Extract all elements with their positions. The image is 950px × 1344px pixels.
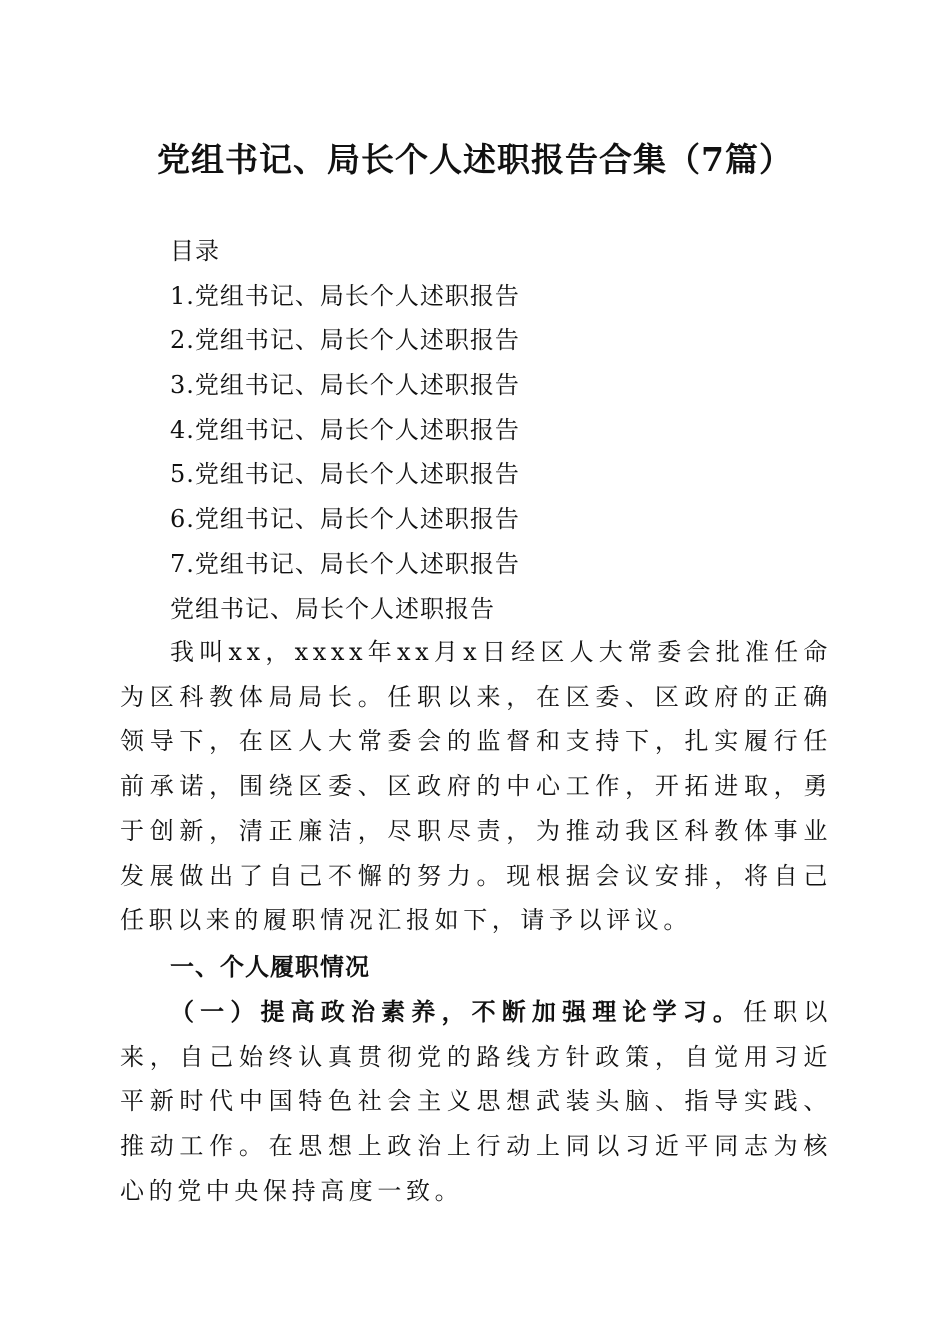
body-paragraph (120, 990, 832, 1214)
toc-item: 7.党组书记、局长个人述职报告 (170, 549, 520, 578)
table-of-contents (170, 229, 850, 631)
document-title: 党组书记、局长个人述职报告合集（7篇） (157, 140, 793, 179)
toc-item: 3.党组书记、局长个人述职报告 (170, 371, 520, 400)
section-heading: 一、个人履职情况 (170, 952, 370, 981)
toc-item: 4.党组书记、局长个人述职报告 (170, 415, 520, 444)
body-paragraph: 我叫xx，xxxx年xx月x日经区人大常委会批准任命为区科教体局局长。任职以来，在区委、区政府的正确领导下，在区人大常委会的监督和支持下，扎实履行任前承诺，围绕区委、区政府的中心工作，开拓进取，勇于创新，清正廉洁，尽职尽责，为推动我区科教体事业发展做出了自己不懈的努力。现根据会议安排，将自己任职以来的履职情况汇报如下，请予以评议。 (120, 638, 832, 935)
toc-item: 5.党组书记、局长个人述职报告 (170, 460, 520, 489)
paragraph-lead: （一）提高政治素养，不断加强理论学习。 (170, 997, 744, 1026)
toc-item: 2.党组书记、局长个人述职报告 (170, 326, 520, 355)
toc-heading: 目录 (170, 237, 220, 265)
section-title: 党组书记、局长个人述职报告 (170, 594, 495, 623)
toc-item: 1.党组书记、局长个人述职报告 (170, 281, 520, 310)
toc-item: 6.党组书记、局长个人述职报告 (170, 505, 520, 534)
paragraph-text: 任职以来，自己始终认真贯彻党的路线方针政策，自觉用习近平新时代中国特色社会主义思想武装头脑、指导实践、推动工作。在思想上政治上行动上同以习近平同志为核心的党中央保持高度一致。 (120, 998, 832, 1205)
